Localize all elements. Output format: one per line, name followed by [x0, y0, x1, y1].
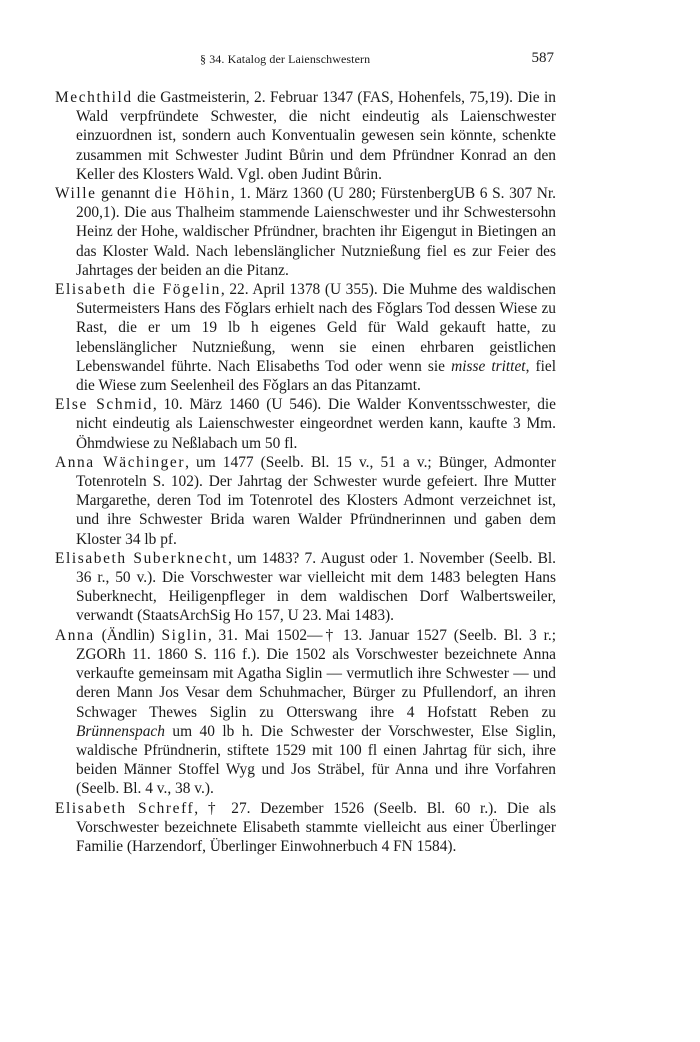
catalog-entry-elisabeth-suberknecht	[55, 549, 556, 626]
entry-text: , 10. März 1460 (U 546). Die Walder Konventsschwester, die nicht eindeutig als Laienschwester eingeordnet werden kann, kaufte 3 Mm. Öhmdwiese zu Neßlabach um 50 fl.	[76, 396, 556, 452]
entry-name: Elisabeth die Fögelin	[55, 281, 221, 299]
entry-text: die Gastmeisterin, 2. Februar 1347 (FAS, Hohenfels, 75,19). Die in Wald verpfründete Schwester, die nicht eindeutig als Laienschwester einzuordnen ist, sondern auch Konventualin gewesen sein könnte, schenkte zusammen mit Schwester Judint Bůrin und dem Pfründner Konrad an den Keller des Klosters Wald. Vgl. oben Judint Bůrin.	[76, 89, 556, 183]
catalog-entry-mechthild	[55, 88, 556, 184]
entry-text: (Ändlin)	[94, 626, 162, 644]
catalog-entry-elisabeth-schreff	[55, 799, 556, 857]
entry-text: , um 1477 (Seelb. Bl. 15 v., 51 a v.; Bünger, Admonter Totenroteln S. 102). Der Jahrtag der Schwester wurde gefeiert. Ihre Mutter Margarethe, deren Tod im Totenrotel des Klosters Admont verzeichnet ist, und ihre Schwester Brida waren Walder Pfründnerinnen und gaben dem Kloster 34 lb pf.	[76, 453, 556, 548]
catalog-entry-else-schmid	[55, 395, 556, 453]
entry-italic-placename: Brünnenspach	[76, 722, 165, 740]
entry-name: Anna Wächinger	[55, 453, 186, 471]
running-head: § 34. Katalog der Laienschwestern	[200, 52, 371, 66]
entry-name: Elisabeth Schreff	[55, 799, 195, 817]
entry-surname: die Höhin	[154, 185, 231, 203]
catalog-entry-wille	[55, 184, 556, 280]
entry-name: Wille	[55, 185, 97, 203]
entry-name: Elisabeth Suberknecht	[55, 549, 228, 567]
entry-italic-phrase: misse trittet	[451, 357, 526, 375]
entry-text: um 40 lb h. Die Schwester der Vorschwester, Else Siglin, waldische Pfründnerin, stiftete 1529 mit 100 fl einen Jahrtag für sich, ihre beiden Männer Stoffel Wyg und Jos Sträbel, für Anna und ihre Vorfahren (Seelb. Bl. 4 v., 38 v.).	[76, 722, 556, 798]
catalog-text	[55, 88, 556, 856]
entry-name: Else Schmid	[55, 396, 153, 414]
entry-name: Mechthild	[55, 89, 133, 106]
catalog-entry-anna-wachinger	[55, 453, 556, 549]
entry-text: , 31. Mai 1502—† 13. Januar 1527 (Seelb. Bl. 3 r.; ZGORh 11. 1860 S. 116 f.). Die 1502 als Vorschwester bezeichnete Anna verkaufte gemeinsam mit Agatha Siglin — vermutlich ihre Schwester — und deren Mann Jos Vesar dem Schuhmacher, Bürger zu Pfullendorf, an ihren Schwager Thewes Siglin zu Otterswang ihre 4 Hofstatt Reben zu	[76, 626, 556, 721]
entry-text: , † 27. Dezember 1526 (Seelb. Bl. 60 r.). Die als Vorschwester bezeichnete Elisabeth stammte vielleicht aus einer Überlinger Familie (Harzendorf, Überlinger Einwohnerbuch 4 FN 1584).	[76, 799, 556, 855]
catalog-entry-elisabeth-fogelin	[55, 280, 556, 395]
catalog-entry-anna-siglin	[55, 626, 556, 799]
entry-text: , fiel die Wiese zum Seelenheil des Fǒglars an das Pitanzamt.	[76, 357, 556, 395]
page-header	[0, 50, 700, 72]
entry-text: , 1. März 1360 (U 280; FürstenbergUB 6 S. 307 Nr. 200,1). Die aus Thalheim stammende Laienschwester und ihr Schwestersohn Heinz der Hohe, waldischer Pfründner, brachten ihr Eigengut in Bietingen an das Kloster Wald. Nach lebenslänglicher Nutznießung fiel es zur Feier des Jahrtages der beiden an die Pitanz.	[76, 185, 556, 279]
entry-text: genannt	[96, 185, 155, 203]
entry-name: Anna	[55, 626, 95, 644]
entry-text: , 22. April 1378 (U 355). Die Muhme des waldischen Sutermeisters Hans des Fǒglars erhielt nach des Fǒglars Tod dessen Wiese zu Rast, die er um 19 lb h eigenes Geld für Wald gekauft hatte, zu lebenslänglicher Nutznießung, wenn sie einen ehrbaren geistlichen Lebenswandel führte. Nach Elisabeths Tod oder wenn sie	[76, 281, 556, 375]
entry-text: , um 1483? 7. August oder 1. November (Seelb. Bl. 36 r., 50 v.). Die Vorschwester war vielleicht mit dem 1483 belegten Hans Suberknecht, Heiligenpfleger in dem waldischen Dorf Walbertsweiler, verwandt (StaatsArchSig Ho 157, U 23. Mai 1483).	[76, 549, 556, 625]
entry-surname: Siglin	[161, 626, 208, 644]
page-number: 587	[531, 50, 554, 66]
